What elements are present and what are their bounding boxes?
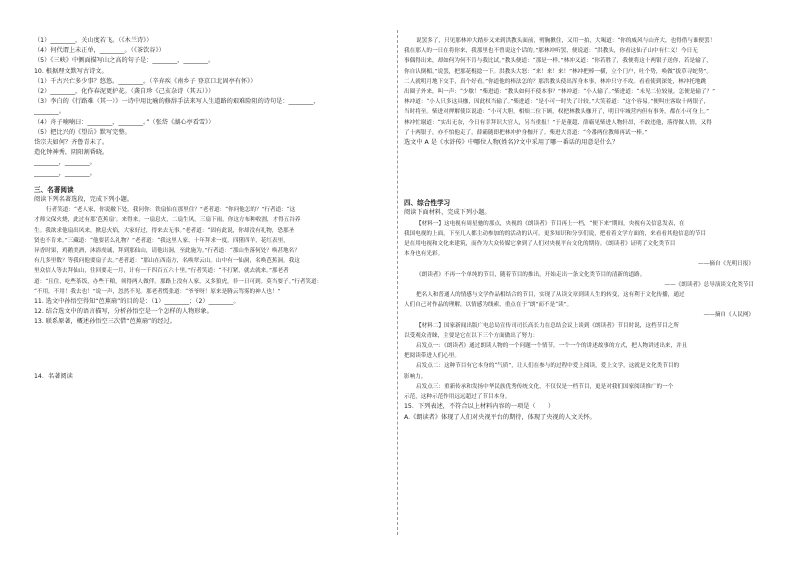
passage-line-2: 才师父保火烧，此过有那‘芭蕉扇’。来得来，一扇息火，二扇生风，三扇下雨，你这方布种收割，才得五谷养 bbox=[34, 217, 301, 224]
passage-line-8: 道：“且住，吃些茶饭，办些干粮，须得两人做伴。那路上没有人家，又多狼虎，非一日可到。莫当耍子。”行者笑道： bbox=[34, 278, 323, 285]
r-passage-line-2: 我在那人的一日在将你来，我那里也不曾说这个话的。”那林冲听罢，便说道：“洪教头，你看这仙子山中有仁义！今日无 bbox=[404, 48, 698, 55]
source-1: ——摘自《光明日报》 bbox=[698, 261, 754, 268]
q9-line-2: （4）何代谓上未正单，________。（《茶饮谷》） bbox=[34, 47, 165, 55]
poem-blank-1: ________，________。 bbox=[34, 159, 96, 167]
column-divider bbox=[397, 30, 398, 535]
material1-line-1: 【材料一】这电视有周星驰的那点，央视的《朗读者》节目再上一档，“便下来”期间，央视有关信息发表，在 bbox=[416, 220, 685, 227]
source-2: ——摘自《人民网》 bbox=[703, 312, 754, 319]
right-column bbox=[404, 36, 756, 423]
r-passage-line-4: 你自认倒楣。”说罢，把那花棍捻一下。洪教头大怒：“来！来！来！”林冲把棒一横，立个门户，吐个势，唤做“拔草寻蛇势”。 bbox=[404, 68, 712, 75]
material1c-line-1: 把名人和普通人的情感与文学作品相结合的节目，实现了从读文章到读人生的转变，这有利于文化传播，通过 bbox=[416, 292, 685, 299]
q10-line-4: ________。 bbox=[34, 108, 65, 116]
q10-line-5: （4）舟子喃喃曰：________，________。”（张岱《湖心亭看雪》） bbox=[34, 118, 215, 126]
r-passage-line-9: 林冲忙谢道：“实出无奈，今日有幸拜识大官人，另当重报！”于是董超、薛霸见柴进人物轩昂，不敢违他，落得做人情，又得 bbox=[404, 119, 712, 126]
section4-intro: 阅读下面材料，完成下列小题。 bbox=[404, 209, 491, 217]
material2-line-8: 示范，这种示范作用远远超过了节目本身。 bbox=[404, 394, 511, 401]
passage-line-9: “不用，不用！我去也！”说一声，忽然不见。那老者慌张道：“爷爷呀！原来是腾云驾雾的神人也！” bbox=[34, 288, 281, 295]
q13: 13. 联系原著，概述孙悟空三次借“芭蕉扇”的经过。 bbox=[34, 318, 176, 326]
material2-line-2: 以受观众青睐，主要是它在以下三个方面做出了努力： bbox=[404, 332, 539, 339]
material1b-line-1: 《朗读者》不再一个单纯的节目，随着节目的推出，开始走出一条文化类节目的清新的道路。 bbox=[416, 271, 646, 278]
material2-line-7: 启发点三：重新传承和发扬中华民族优秀传统文化，不仅仅是一档节目，更是对我们国家阅读推广的一个 bbox=[416, 383, 674, 390]
r-passage-line-10: 了十两银子，亦不怕他走了，薛霸随即把林冲护身枷开了。柴进大喜道：“今番两位教师再试一棒。” bbox=[404, 129, 648, 136]
q14: 14．名著阅读 bbox=[34, 372, 73, 380]
material2-line-5: 启发点二：这种节目有它本身的“气质”，让人们在参与的过程中爱上阅读，爱上文学，这就是文化类节目的 bbox=[416, 363, 680, 370]
r-passage-line-8: 当时将至。柴进对押解使臣说道：“小可大胆，相烦二位下顾，权把林教头枷开了，明日牢城营内但有事务，都在小可身上。” bbox=[404, 109, 709, 116]
r-passage-line-7: 林冲道：“小人只多这具枷，因此权当输了。”柴进道：“是小可一时失了计较。”大笑着道：“这个容易。”便叫庄客取十两银子， bbox=[404, 99, 710, 106]
q12: 12. 结合选文中的语言描写，分析孙悟空是一个怎样的人物形象。 bbox=[34, 308, 213, 316]
r-passage-line-1: 说罢多了，只见那林冲大踏步又来到洪教头面前，劈胸揪住，又用一拍，大喝道：“你的威风与山齐大，也得借与谁便罢！ bbox=[416, 38, 716, 44]
poem-line-1: 岱宗夫如何？齐鲁青未了。 bbox=[34, 139, 109, 147]
q10-title: 10. 根据理文默写古诗文。 bbox=[34, 67, 108, 75]
q10-line-1: （1）千古兴亡多少事？悠悠。________。（辛弃疾《南乡子 登京口北固亭有怀》） bbox=[34, 77, 257, 85]
q15-option-a: A.《朗读者》体现了人们对央视平台的期待，体现了央视的人文关怀。 bbox=[404, 413, 596, 421]
material1b-source: ——《朗读者》总导演谈文化类节目 bbox=[664, 281, 754, 288]
material1-line-2: 我国电视的上面，下至几人都主动参加的的活动的认可。更多知识和分享们说，把看着文学方面的，来看看其他信息的节目 bbox=[404, 230, 707, 237]
r-passage-line-6: 出圈子外来，叫一声：“少歇！”柴进道：“教头如何不使本事？”林冲道：“小人输了。”柴进道：“未见二位较量，怎便是输了？” bbox=[404, 89, 715, 96]
q10-line-2: （2）________，化作春泥更护花。（龚自珍《己亥杂诗（其五）》） bbox=[34, 88, 215, 96]
material2-line-6: 影响力。 bbox=[404, 373, 427, 380]
passage-line-3: 生。我欲求他扇出风来，掀息火焰，大家好过，得来去无事。”老者道：“固有此说，你却没有礼物，恐那圣 bbox=[34, 227, 295, 234]
passage-line-1: 行者笑道：“老人家，你说敝下处。我问你：铁扇仙在那里住？”老者道：“你问他怎的？”行者道：“这 bbox=[46, 207, 296, 214]
section3-title: 三、名著阅读 bbox=[34, 185, 74, 194]
q10-line-6: （5）把比兴的《望岳》默写完整。 bbox=[34, 128, 131, 136]
material2-line-1: 【材料二】国家新闻出版广电总局宣传司司长高长力在总结会议上谈到《朗读者》节目时说，这档节目之所 bbox=[416, 322, 679, 329]
section3-intro: 阅读下列名著选段，完成下列小题。 bbox=[34, 196, 133, 204]
material2-line-3: 启发点一：《朗读者》通过朗读人物的一个问题一个情节，一个一个的讲述故事的方式，把人物讲述出来，并且 bbox=[416, 343, 688, 350]
section4-title: 四、综合性学习 bbox=[404, 199, 451, 208]
passage-line-7: 里众信人等去拜仙山，往回要走一月，计有一千四百五六十里。”行者笑道：“不打紧，就去就来。”那老者 bbox=[34, 268, 289, 275]
passage-line-6: 有几多里数？等我问他要扇子去。”老者道：“那山在西南方，名唤翠云山。山中有一仙洞，名唤芭蕉洞。我这 bbox=[34, 258, 300, 265]
material2-line-4: 把阅读带进人们心里。 bbox=[404, 353, 460, 360]
q11: 11. 选文中孙悟空得知“芭蕉扇”的目的是：（1）________；（2）________。 bbox=[34, 298, 240, 306]
q-after-passage: 选文中 A 是《水浒传》中哪位人物(姓名)?文中采用了哪一番话的用意是什么？ bbox=[404, 139, 619, 147]
passage-line-5: 异香时果，鸡鹅美酒，沐浴虔诚，拜到那仙山，请他出洞，至此施为。”行者道：“那山坐落何处？唤甚地名？ bbox=[34, 248, 300, 255]
q10-line-3: （3）李白的《行路难（其一）》一诗中用比喻的修辞手法来写人生道路的艰难险阻的诗句是：________， bbox=[34, 98, 320, 106]
q9-line-3: （5）《三峡》中侧面描写山之高的句子是：________，________。 bbox=[34, 57, 215, 65]
q9-line-1: （1）________，关山度若飞。（《木兰诗》） bbox=[34, 37, 153, 44]
material1-line-4: 本身也有光彩。 bbox=[404, 251, 444, 258]
passage-line-4: 贤也不肯来。”三藏道：“他要甚么礼物？”老者道：“我这里人家，十年拜求一度。四猪四羊，花红表里， bbox=[34, 237, 289, 244]
r-passage-line-3: 事偶得出来，却如何为何不肯与我比试。”教头便道：“那是一样。”林冲又道：“你若胜了，我便将这十两银子送你，若是输了， bbox=[404, 58, 712, 65]
r-passage-line-5: 二人就明月地下交手，真个好看。”你道他的棒法怎的？那洪教头使出浑身本事，林冲只守不攻。看看使到深处，林冲托地跳 bbox=[404, 78, 707, 85]
left-column bbox=[34, 36, 386, 382]
material1-line-3: 是在用电视和文化来建筑，而作为大众传媒它拿到了人们对央视平台文化的期待。《朗读者》证明了文化类节目 bbox=[404, 241, 676, 248]
poem-line-2: 造化钟神秀，阴阳割昏晓。 bbox=[34, 149, 109, 157]
material1c-line-2: 人们自己对作品的理解，以情感为线索，重点在于“朗”而不是“读”。 bbox=[404, 302, 573, 309]
poem-blank-2: ________，________。 bbox=[34, 169, 96, 177]
q15: 15．下列表述，不符合以上材料内容的一项是（ ） bbox=[404, 403, 555, 411]
